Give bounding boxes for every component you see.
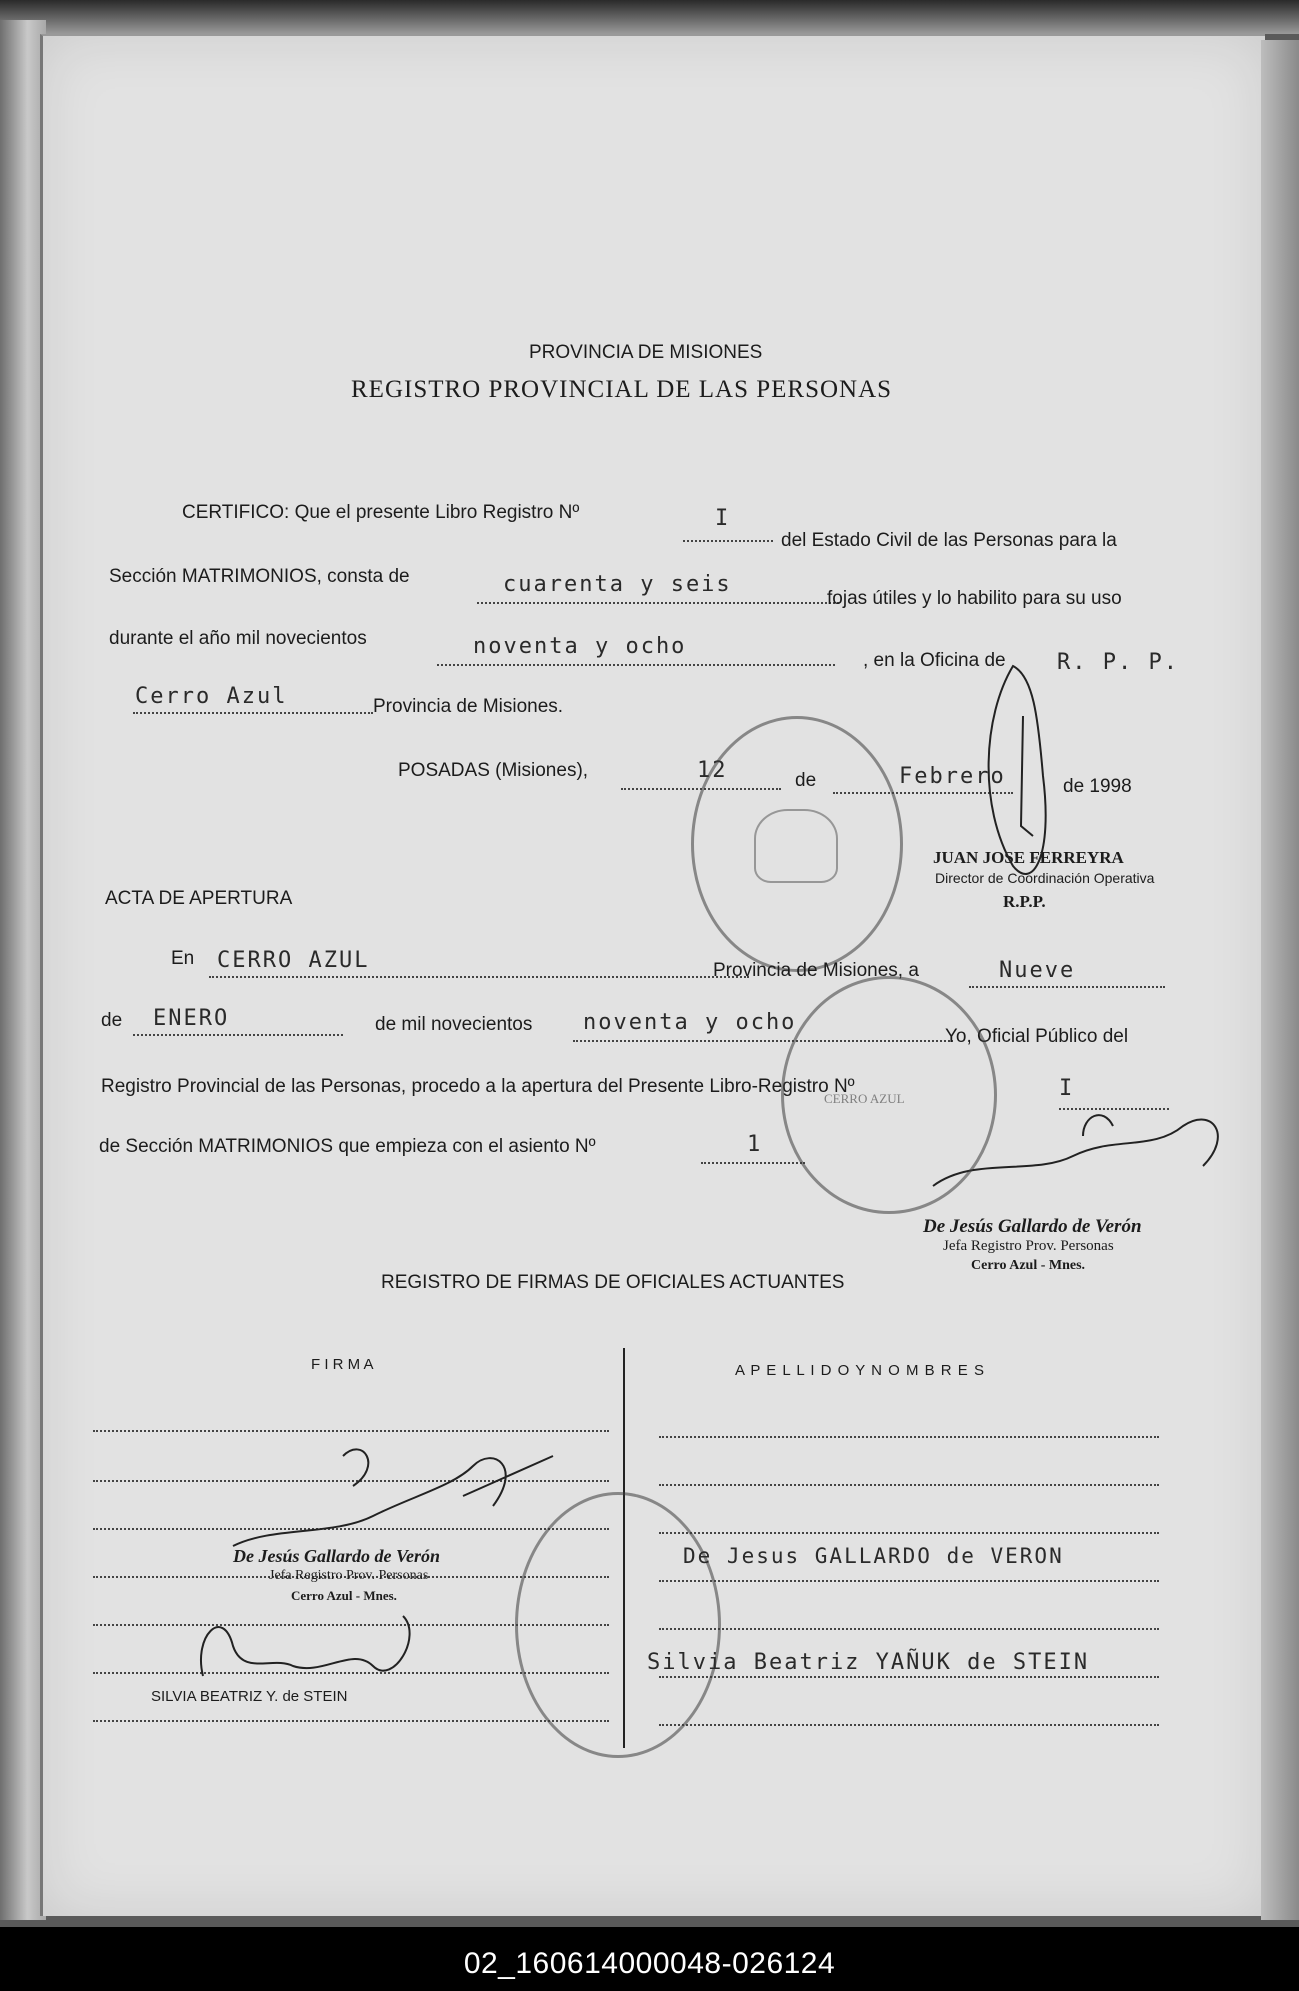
nombre-row xyxy=(659,1484,1159,1486)
cert-line3-b: , en la Oficina de xyxy=(863,650,1006,671)
nombre-row xyxy=(659,1724,1159,1726)
scan-top-edge xyxy=(0,0,1299,34)
col-firma: F I R M A xyxy=(311,1356,374,1373)
nombre-entry-2: Silvia Beatriz YAÑUK de STEIN xyxy=(647,1650,1090,1675)
acta-de: de xyxy=(101,1010,123,1031)
firma-sig1-title: Jefa Registro Prov. Personas xyxy=(269,1568,429,1583)
acta-asiento-fill xyxy=(701,1162,805,1164)
header-registry: REGISTRO PROVINCIAL DE LAS PERSONAS xyxy=(351,376,893,403)
nombre-row xyxy=(659,1676,1159,1678)
cert-line3-a: durante el año mil novecientos xyxy=(109,628,367,649)
nombre-row xyxy=(659,1436,1159,1438)
acta-prov: Provincia de Misiones, a xyxy=(713,960,919,981)
cert-office-place: Cerro Azul xyxy=(135,684,288,709)
nombre-row xyxy=(659,1580,1159,1582)
cert-de: de xyxy=(795,770,817,791)
signature-stein xyxy=(183,1596,443,1696)
cert-signer-name: JUAN JOSE FERREYRA xyxy=(933,848,1124,867)
footer-id: 02_160614000048-026124 xyxy=(463,1947,836,1980)
coat-of-arms-icon xyxy=(754,809,838,883)
acta-sig-place: Cerro Azul - Mnes. xyxy=(971,1258,1086,1273)
cert-line1-b: del Estado Civil de las Personas para la xyxy=(781,530,1117,551)
stamp-middle-text: CERRO AZUL xyxy=(824,1091,905,1106)
acta-line3: Registro Provincial de las Personas, procedo a la apertura del Presente Libro-Registro Nº xyxy=(101,1076,855,1097)
acta-libro-num: I xyxy=(1059,1076,1075,1101)
page-edge xyxy=(1261,40,1299,1920)
firma-row xyxy=(93,1720,609,1722)
acta-oficial: Yo, Oficial Público del xyxy=(945,1026,1129,1047)
official-stamp-3 xyxy=(515,1492,721,1758)
cert-place-fill xyxy=(133,712,373,714)
firma-sig2-name: SILVIA BEATRIZ Y. de STEIN xyxy=(151,1688,348,1705)
firma-sig1-name: De Jesús Gallardo de Verón xyxy=(233,1546,441,1566)
acta-sig-title: Jefa Registro Prov. Personas xyxy=(943,1238,1114,1254)
cert-fojas-fill xyxy=(477,602,839,604)
acta-day: Nueve xyxy=(999,958,1076,983)
acta-sig-name: De Jesús Gallardo de Verón xyxy=(923,1216,1142,1237)
cert-signer-org: R.P.P. xyxy=(1003,892,1046,911)
signature-gallardo xyxy=(223,1426,583,1566)
acta-month: ENERO xyxy=(153,1006,230,1031)
nombre-entry-1: De Jesus GALLARDO de VERON xyxy=(683,1544,1064,1568)
cert-year-fill xyxy=(437,664,835,666)
acta-en: En xyxy=(171,948,195,969)
signature-ferreyra xyxy=(973,656,1113,896)
acta-mil: de mil novecientos xyxy=(375,1014,533,1035)
acta-month-fill xyxy=(133,1034,343,1036)
cert-libro-fill xyxy=(683,540,773,542)
nombre-row xyxy=(659,1532,1159,1534)
cert-month: Febrero xyxy=(899,764,1006,789)
cert-day: 12 xyxy=(697,758,728,783)
cert-office: R. P. P. xyxy=(1057,650,1179,675)
document-page xyxy=(40,34,1265,1916)
acta-day-fill xyxy=(969,986,1165,988)
acta-place-fill xyxy=(209,976,749,978)
official-stamp-2 xyxy=(781,976,997,1214)
cert-fojas: cuarenta y seis xyxy=(503,572,732,597)
cert-year-words: noventa y ocho xyxy=(473,634,687,659)
acta-line4: de Sección MATRIMONIOS que empieza con el asiento Nº xyxy=(99,1136,596,1157)
cert-line2-b: fojas útiles y lo habilito para su uso xyxy=(827,588,1122,609)
header-province: PROVINCIA DE MISIONES xyxy=(529,342,763,363)
cert-place-label: POSADAS (Misiones), xyxy=(398,760,589,781)
official-stamp-1 xyxy=(691,716,903,972)
acta-year: noventa y ocho xyxy=(583,1010,797,1035)
col-nombres: A P E L L I D O Y N O M B R E S xyxy=(735,1362,985,1379)
cert-signer-title: Director de Coordinación Operativa xyxy=(935,870,1155,886)
firma-sig1-place: Cerro Azul - Mnes. xyxy=(291,1588,397,1603)
acta-place: CERRO AZUL xyxy=(217,948,370,973)
nombre-row xyxy=(659,1628,1159,1630)
firmas-title: REGISTRO DE FIRMAS DE OFICIALES ACTUANTES xyxy=(381,1272,845,1293)
cert-line1-a: CERTIFICO: Que el presente Libro Registro Nº xyxy=(182,502,580,523)
cert-libro-num: I xyxy=(715,506,731,531)
acta-title: ACTA DE APERTURA xyxy=(105,888,293,909)
cert-year-label: de 1998 xyxy=(1063,776,1132,797)
cert-line4-b: Provincia de Misiones. xyxy=(373,696,564,717)
acta-asiento: 1 xyxy=(747,1132,763,1157)
cert-line2-a: Sección MATRIMONIOS, consta de xyxy=(109,566,410,587)
